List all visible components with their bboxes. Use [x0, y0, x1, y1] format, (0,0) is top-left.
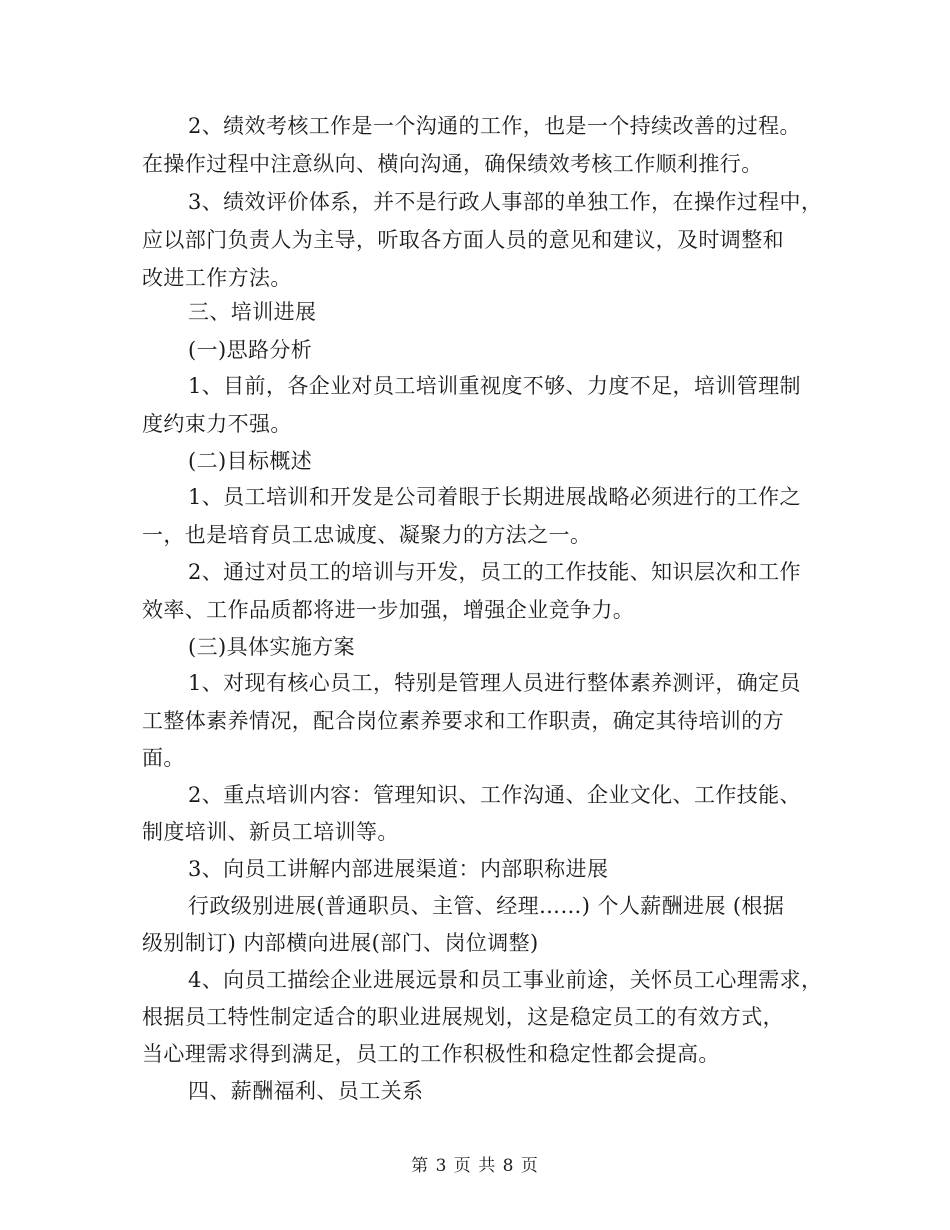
paragraph-line: 2、通过对员工的培训与开发，员工的工作技能、知识层次和工作 — [188, 560, 801, 584]
paragraph-line: 根据员工特性制定适合的职业进展规划，这是稳定员工的有效方式， — [142, 1005, 784, 1029]
paragraph-line: 制度培训、新员工培训等。 — [142, 820, 399, 844]
paragraph-line: 应以部门负责人为主导，听取各方面人员的意见和建议，及时调整和 — [142, 228, 784, 252]
paragraph-line: 级别制订) 内部横向进展(部门、岗位调整) — [142, 931, 539, 955]
paragraph-line: 4、向员工描绘企业进展远景和员工事业前途，关怀员工心理需求， — [188, 968, 823, 992]
paragraph-line: 一，也是培育员工忠诚度、凝聚力的方法之一。 — [142, 523, 592, 547]
paragraph-line: 效率、工作品质都将进一步加强，增强企业竞争力。 — [142, 598, 635, 622]
paragraph-line: 2、绩效考核工作是一个沟通的工作，也是一个持续改善的过程。 — [188, 114, 801, 138]
paragraph-line: 当心理需求得到满足，员工的工作积极性和稳定性都会提高。 — [142, 1042, 720, 1066]
paragraph-line: 工整体素养情况，配合岗位素养要求和工作职责，确定其待培训的方 — [142, 709, 784, 733]
paragraph-line: 在操作过程中注意纵向、横向沟通，确保绩效考核工作顺利推行。 — [142, 152, 763, 176]
subsection-heading: (一)思路分析 — [188, 338, 313, 362]
paragraph-line: 改进工作方法。 — [142, 266, 292, 290]
paragraph-line: 2、重点培训内容：管理知识、工作沟通、企业文化、工作技能、 — [188, 783, 801, 807]
paragraph-line: 1、目前，各企业对员工培训重视度不够、力度不足，培训管理制 — [188, 374, 801, 398]
paragraph-line: 面。 — [142, 746, 185, 770]
paragraph-line: 3、向员工讲解内部进展渠道：内部职称进展 — [188, 857, 609, 881]
section-heading: 四、薪酬福利、员工关系 — [188, 1079, 424, 1103]
paragraph-line: 3、绩效评价体系，并不是行政人事部的单独工作，在操作过程中， — [188, 190, 823, 214]
subsection-heading: (三)具体实施方案 — [188, 635, 355, 659]
paragraph-line: 1、对现有核心员工，特别是管理人员进行整体素养测评，确定员 — [188, 671, 801, 695]
section-heading: 三、培训进展 — [188, 300, 317, 324]
page-number-footer: 第 3 页 共 8 页 — [411, 1156, 539, 1176]
paragraph-line: 行政级别进展(普通职员、主管、经理……) 个人薪酬进展 (根据 — [188, 894, 785, 918]
subsection-heading: (二)目标概述 — [188, 449, 313, 473]
paragraph-line: 1、员工培训和开发是公司着眼于长期进展战略必须进行的工作之 — [188, 485, 801, 509]
paragraph-line: 度约束力不强。 — [142, 412, 292, 436]
